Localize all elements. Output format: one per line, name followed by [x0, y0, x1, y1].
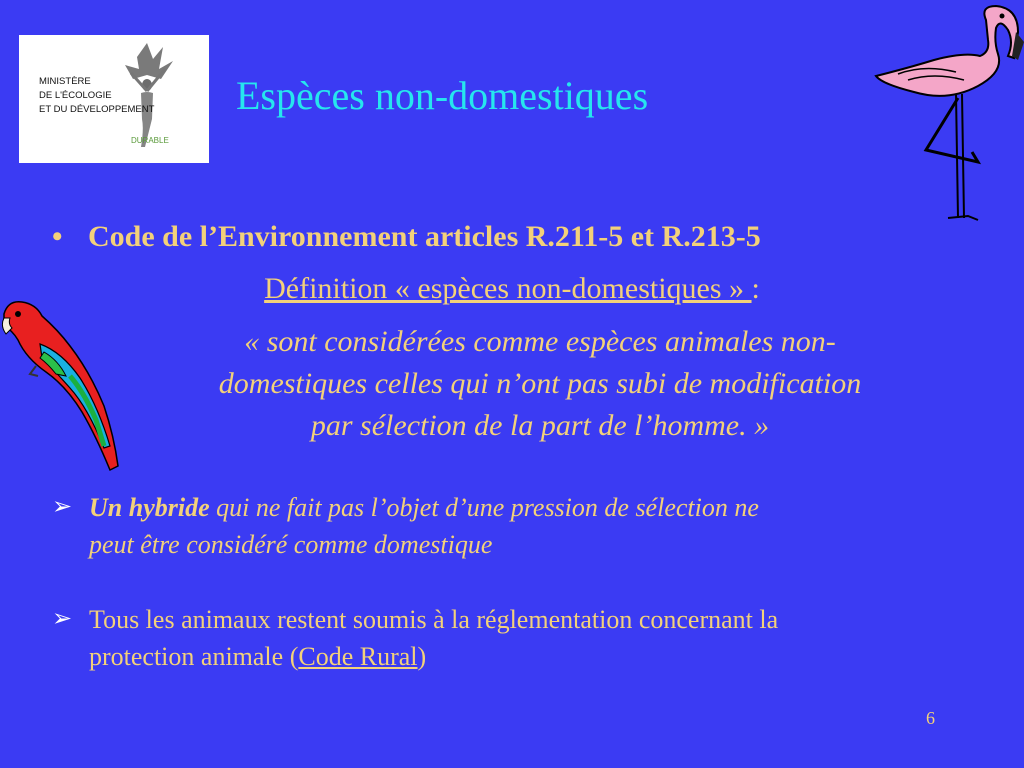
arrow-bullet-icon: ➢ [52, 494, 73, 520]
protection-line-2-post: ) [417, 642, 427, 671]
definition-quote [100, 321, 980, 447]
logo-text [39, 75, 154, 117]
definition-label: Définition « espèces non-domestiques » [264, 272, 752, 305]
definition-colon: : [751, 272, 760, 305]
law-reference-text: Code de l’Environnement articles R.211-5 et R.213-5 [88, 220, 761, 253]
protection-line-1: Tous les animaux restent soumis à la réglementation concernant la [89, 605, 779, 634]
hybrid-term: Un hybride [89, 493, 210, 522]
hybrid-line-1 [89, 489, 1009, 526]
arrow-bullet-icon: ➢ [52, 606, 73, 632]
flamingo-icon [868, 2, 1024, 224]
logo-line: ET DU DÉVELOPPEMENT [39, 104, 155, 115]
hybrid-line-2: peut être considéré comme domestique [89, 530, 493, 559]
protection-line-2 [89, 638, 1009, 675]
quote-line: « sont considérées comme espèces animales non- [244, 325, 836, 358]
quote-line: domestiques celles qui n’ont pas subi de modification [218, 367, 862, 400]
definition-heading [0, 272, 1024, 306]
page-number: 6 [926, 708, 935, 728]
quote-line: par sélection de la part de l’homme. » [310, 409, 770, 442]
protection-line-2-pre: protection animale ( [89, 642, 299, 671]
ministry-logo [19, 35, 209, 163]
logo-durable: DURABLE [131, 136, 169, 145]
hybrid-line-1-rest: qui ne fait pas l’objet d’une pression de sélection ne [209, 493, 759, 522]
slide-title: Espèces non-domestiques [236, 73, 649, 118]
bullet-marker: • [52, 220, 63, 253]
animal-protection-point [89, 601, 1009, 675]
logo-line: MINISTÈRE [39, 76, 91, 87]
hybrid-point [89, 489, 1009, 563]
logo-line: DE L'ÉCOLOGIE [39, 90, 112, 101]
code-rural-link[interactable]: Code Rural [298, 642, 418, 671]
